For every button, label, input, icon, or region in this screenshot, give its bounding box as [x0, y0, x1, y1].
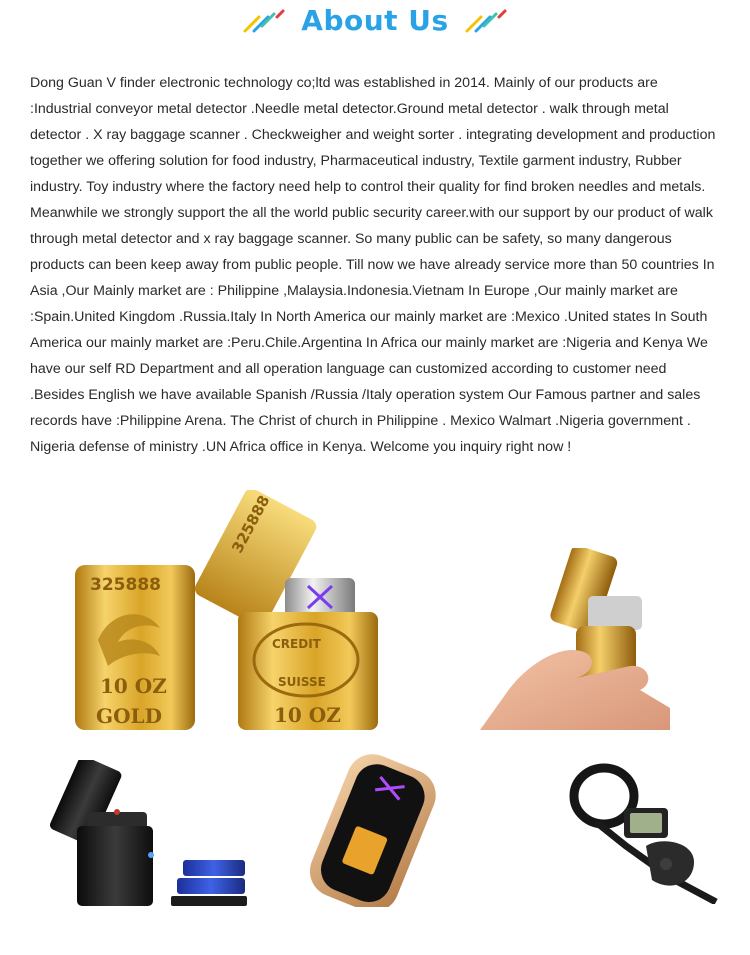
lcd-screen [630, 813, 662, 833]
blue-lighter [177, 878, 245, 894]
hand [480, 650, 670, 730]
hand-lighter-photo [480, 548, 672, 730]
blue-lighter [183, 860, 245, 876]
brand-text: SUISSE [278, 675, 326, 689]
indicator-light-icon [114, 809, 120, 815]
lighter-body [302, 752, 443, 907]
decorative-stripes-icon [241, 7, 287, 33]
arc-head [588, 596, 642, 630]
black-lighter [171, 896, 247, 906]
bar-metal-text: GOLD [96, 704, 162, 728]
about-paragraph: Dong Guan V finder electronic technology co;ltd was established in 2014. Mainly of our products are :Industrial conveyor metal detector .Needle metal detector.Ground metal detector . walk through metal detector . X ray baggage scanner . Checkweigher and weight sorter . integrating development and production together we offering solution for food industry, Pharmaceutical industry, Textile garment industry, Rubber industry. Toy industry where the factory need help to control their quality for find broken needles and metals. Meanwhile we strongly support the all the world public security career.with our support by our product of walk through metal detector and x ray baggage scanner. So many public can be safety, so many dangerous products can been keep away from public people. Till now we have already service more than 50 countries In Asia ,Our Mainly market are : Philippine ,Malaysia.Indonesia.Vietnam In Europe ,Our mainly market are :Spain.United Kingdom .Russia.Italy In North America our mainly market are :Mexico .United states In South America our mainly market are :Peru.Chile.Argentina In Africa our mainly market are :Nigeria and Kenya We have our self RD Department and all operation language can customized according to customer need .Besides English we have available Spanish /Russia /Italy operation system Our Famous partner and sales records have :Philippine Arena. The Christ of church in Philippine . Mexico Walmart .Nigeria government . Nigeria defense of ministry .UN Africa office in Kenya. Welcome you inquiry right now ! [30, 75, 716, 455]
lighter-body [77, 826, 153, 906]
bar-serial-text: 325888 [90, 575, 161, 595]
knob-icon [660, 858, 672, 870]
black-gold-lighter-photo [298, 752, 448, 907]
decorative-stripes-icon [463, 7, 509, 33]
bar-weight-text: 10 OZ [274, 703, 341, 727]
ground-metal-detector-photo [566, 762, 726, 904]
indicator-light-icon [148, 852, 154, 858]
brand-text: CREDIT [272, 637, 321, 651]
gold-bar-lighters-photo [60, 490, 390, 732]
black-lighters-photo [47, 760, 247, 906]
bar-weight-text: 10 OZ [100, 674, 167, 698]
lid-serial-text: 325888 [228, 492, 274, 557]
section-header [0, 0, 750, 40]
page-title: About Us [301, 3, 449, 37]
